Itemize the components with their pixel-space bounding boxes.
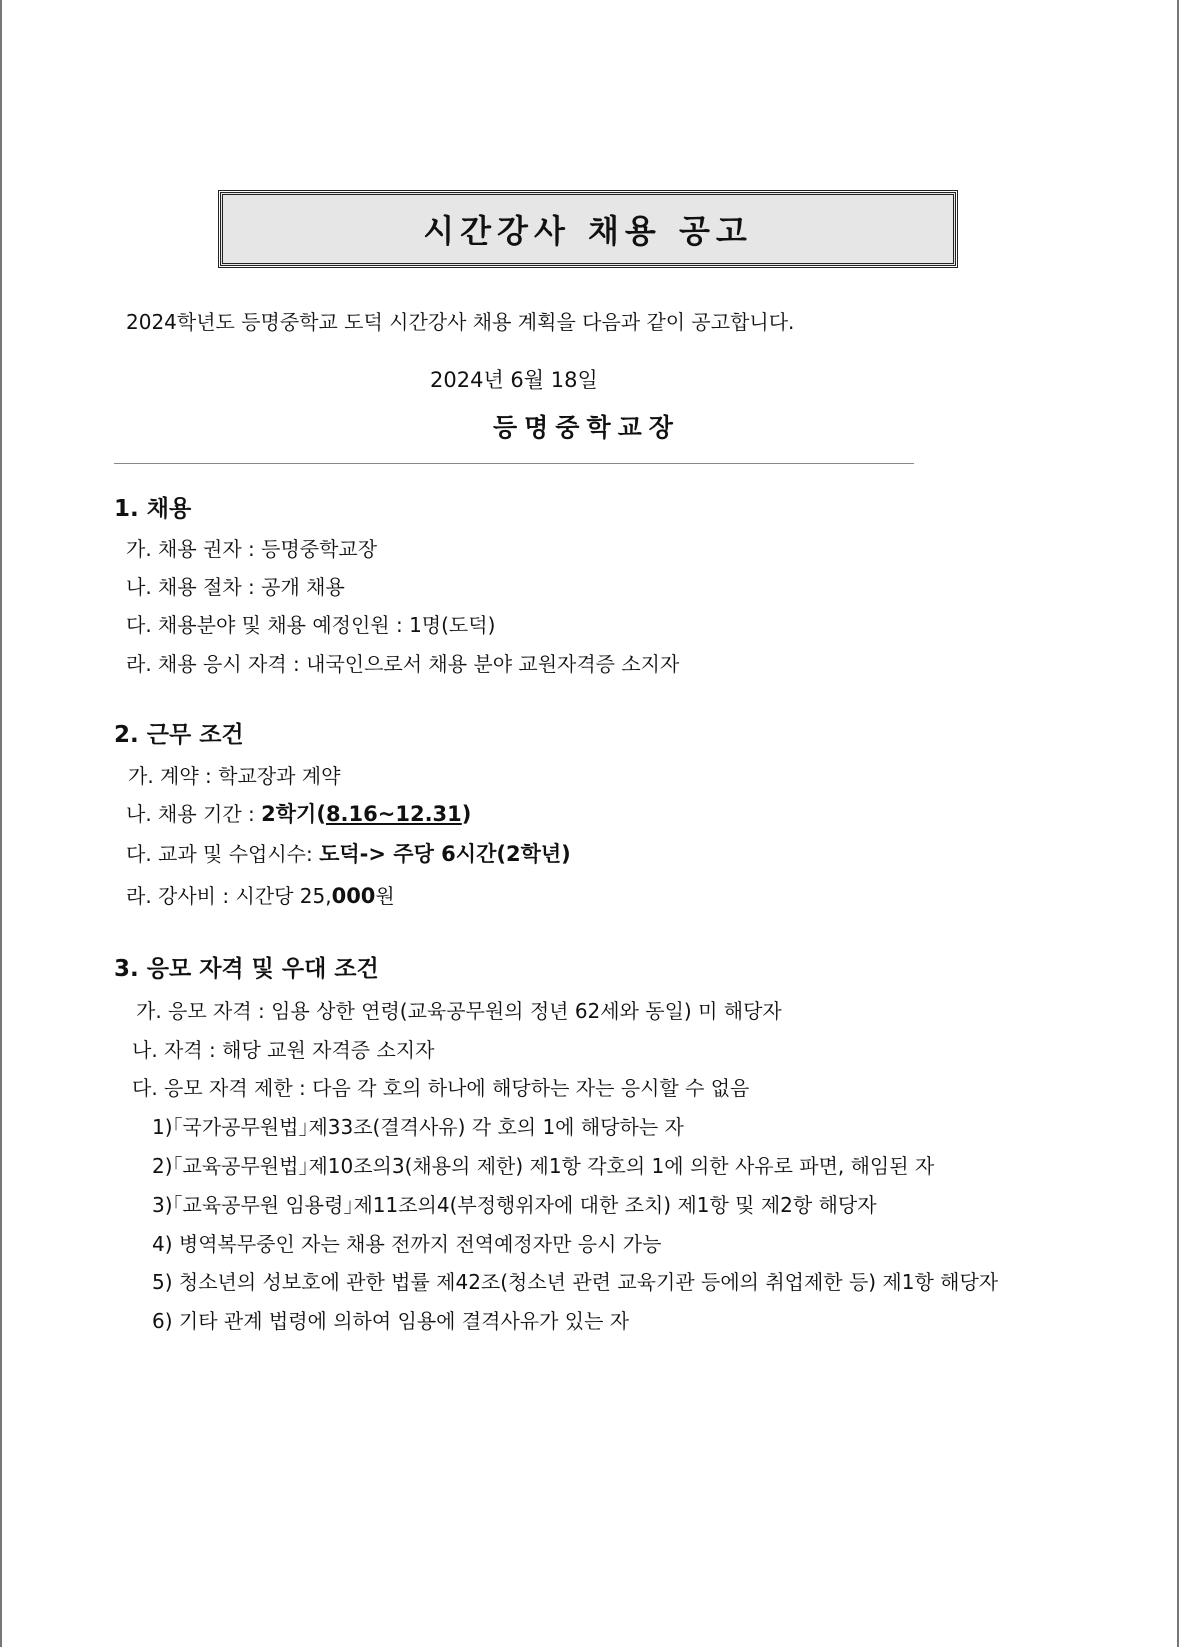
section-2-item-b-term: 2학기( (261, 802, 326, 826)
section-2-item-a: 가. 계약 : 학교장과 계약 (128, 764, 341, 788)
announcement-date: 2024년 6월 18일 (430, 368, 598, 392)
section-2-item-b-dates: 8.16~12.31 (325, 802, 462, 826)
section-3-subitem-4: 4) 병역복무중인 자는 채용 전까지 전역예정자만 응시 가능 (152, 1232, 662, 1256)
section-3-subitem-3: 3)｢교육공무원 임용령｣제11조의4(부정행위자에 대한 조치) 제1항 및 제2항 해당자 (152, 1193, 877, 1217)
section-1-item-c: 다. 채용분야 및 채용 예정인원 : 1명(도덕) (126, 613, 496, 637)
section-1-heading: 1. 채용 (114, 496, 192, 522)
section-3-subitem-6: 6) 기타 관계 법령에 의하여 임용에 결격사유가 있는 자 (152, 1309, 630, 1333)
section-2-item-c-label: 다. 교과 및 수업시수: (126, 842, 320, 866)
section-2-item-b (126, 798, 471, 828)
section-1-item-b: 나. 채용 절차 : 공개 채용 (126, 575, 345, 599)
section-2-item-d-suffix: 원 (375, 884, 395, 908)
intro-text: 2024학년도 등명중학교 도덕 시간강사 채용 계획을 다음과 같이 공고합니다. (126, 310, 795, 334)
title-box (220, 192, 956, 266)
section-2-heading: 2. 근무 조건 (114, 722, 244, 748)
section-2-item-b-label: 나. 채용 기간 : (126, 802, 262, 826)
section-3-item-a: 가. 응모 자격 : 임용 상한 연령(교육공무원의 정년 62세와 동일) 미 해당자 (136, 999, 782, 1023)
section-2-item-d-bold: 000 (331, 884, 376, 908)
section-3-subitem-5: 5) 청소년의 성보호에 관한 법률 제42조(청소년 관련 교육기관 등에의 취업제한 등) 제1항 해당자 (152, 1270, 999, 1294)
document-title: 시간강사 채용 공고 (423, 212, 753, 250)
page-edge-left (0, 0, 2, 1647)
section-2-item-b-close: ) (461, 802, 472, 826)
section-1-item-a: 가. 채용 권자 : 등명중학교장 (126, 537, 378, 561)
section-3-item-c: 다. 응모 자격 제한 : 다음 각 호의 하나에 해당하는 자는 응시할 수 없음 (132, 1076, 750, 1100)
divider (114, 463, 914, 464)
section-3-heading: 3. 응모 자격 및 우대 조건 (114, 956, 379, 982)
signer: 등명중학교장 (493, 413, 680, 442)
section-3-subitem-2: 2)｢교육공무원법｣제10조의3(채용의 제한) 제1항 각호의 1에 의한 사유로 파면, 해임된 자 (152, 1154, 935, 1178)
section-2-item-c-value: 도덕-> 주당 6시간(2학년) (319, 842, 571, 866)
section-1-item-d: 라. 채용 응시 자격 : 내국인으로서 채용 분야 교원자격증 소지자 (126, 652, 680, 676)
section-2-item-c (126, 838, 571, 868)
section-2-item-d-label: 라. 강사비 : 시간당 25, (126, 884, 332, 908)
section-3-subitem-1: 1)｢국가공무원법｣제33조(결격사유) 각 호의 1에 해당하는 자 (152, 1115, 684, 1139)
section-2-item-d (126, 880, 395, 909)
section-3-item-b: 나. 자격 : 해당 교원 자격증 소지자 (132, 1038, 435, 1062)
